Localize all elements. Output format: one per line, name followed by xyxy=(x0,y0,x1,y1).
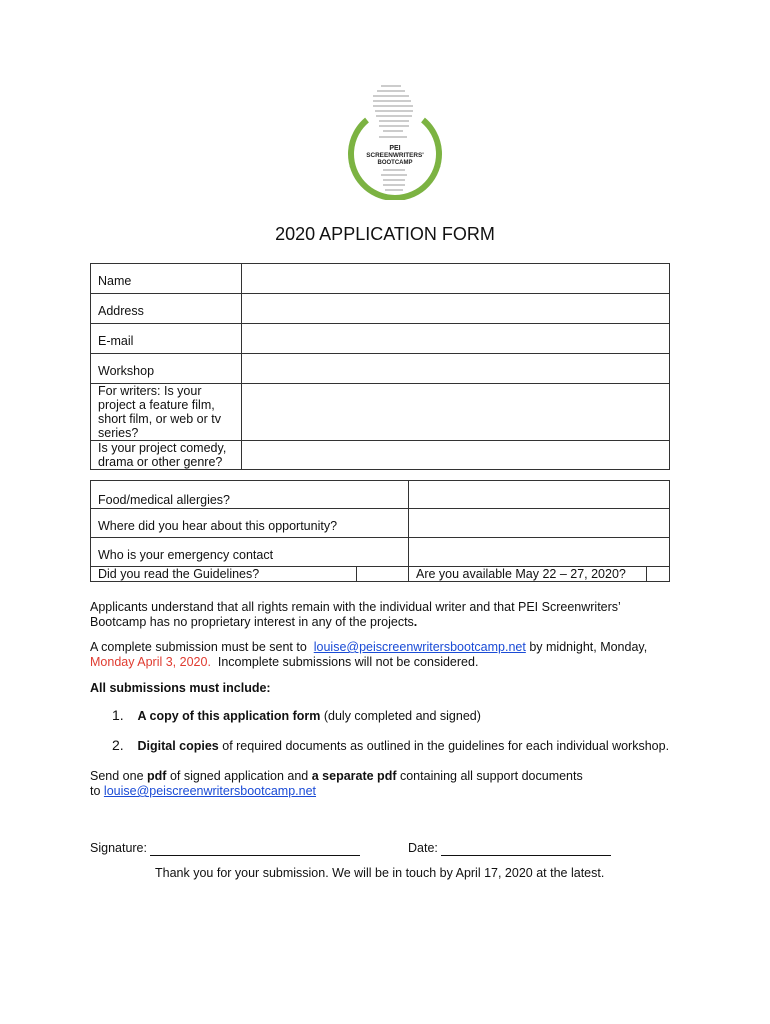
item-bold-text: Digital copies xyxy=(137,739,219,753)
address-label: Address xyxy=(91,294,242,324)
send-text-1: Send one xyxy=(90,769,144,783)
rights-line-2: Bootcamp has no proprietary interest in any of the projects xyxy=(90,615,414,629)
signature-line[interactable] xyxy=(150,843,360,856)
submission-incomplete-warning: Incomplete submissions will not be considered. xyxy=(217,655,479,669)
item-text: of required documents as outlined in the guidelines for each individual workshop. xyxy=(222,739,670,753)
email-label: E-mail xyxy=(91,324,242,354)
emergency-contact-field[interactable] xyxy=(409,538,670,567)
genre-label xyxy=(91,441,242,470)
svg-text:SCREENWRITERS': SCREENWRITERS' xyxy=(366,152,424,159)
additional-info-table xyxy=(90,480,670,582)
rights-line-1: Applicants understand that all rights remain with the individual writer and that PEI Screenwriters’ xyxy=(90,600,621,614)
thank-you-note: Thank you for your submission. We will be in touch by April 17, 2020 at the latest. xyxy=(155,866,605,880)
hear-about-label: Where did you hear about this opportunity? xyxy=(91,509,409,538)
guidelines-label: Did you read the Guidelines? xyxy=(91,567,357,582)
send-text-2: of signed application and xyxy=(169,769,309,783)
workshop-field[interactable] xyxy=(242,354,670,384)
allergies-label: Food/medical allergies? xyxy=(91,481,409,509)
item-number: 2. xyxy=(112,737,124,753)
workshop-type-label xyxy=(91,384,242,441)
bootcamp-logo-graphic xyxy=(343,80,447,200)
send-to: to xyxy=(90,784,101,798)
name-label: Name xyxy=(91,264,242,294)
svg-text:PEI: PEI xyxy=(389,145,401,152)
include-item-2 xyxy=(112,738,712,754)
workshop-format-question: For writers: Is your project a feature film, short film, or web or tv series? xyxy=(98,384,221,440)
email-field[interactable] xyxy=(242,324,670,354)
submission-prefix: A complete submission must be sent to xyxy=(90,640,307,654)
hear-about-field[interactable] xyxy=(409,509,670,538)
submission-suffix: by midnight, Monday, xyxy=(529,640,648,654)
send-bold-separate-pdf: a separate pdf xyxy=(311,769,397,783)
submission-notice xyxy=(90,640,690,670)
availability-label: Are you available May 22 – 27, 2020? xyxy=(409,567,647,582)
genre-question: Is your project comedy, drama or other genre? xyxy=(98,441,227,469)
send-instructions xyxy=(90,769,690,799)
svg-text:BOOTCAMP: BOOTCAMP xyxy=(377,160,413,166)
guidelines-answer[interactable] xyxy=(357,567,409,582)
include-item-1 xyxy=(112,708,712,724)
send-bold-pdf: pdf xyxy=(147,769,167,783)
send-text-3: containing all support documents xyxy=(399,769,583,783)
emergency-contact-label: Who is your emergency contact xyxy=(91,538,409,567)
rights-notice xyxy=(90,600,690,630)
submission-email-link[interactable]: louise@peiscreenwritersbootcamp.net xyxy=(313,640,526,654)
allergies-field[interactable] xyxy=(409,481,670,509)
submission-deadline: Monday April 3, 2020. xyxy=(90,655,211,669)
page-title: 2020 APPLICATION FORM xyxy=(275,224,495,244)
date-label: Date: xyxy=(408,841,438,855)
include-heading: All submissions must include: xyxy=(90,681,271,695)
bootcamp-logo xyxy=(343,80,447,200)
rights-period: . xyxy=(413,615,418,629)
address-field[interactable] xyxy=(242,294,670,324)
item-text: (duly completed and signed) xyxy=(323,709,481,723)
item-bold-text: A copy of this application form xyxy=(137,709,321,723)
send-email-link[interactable]: louise@peiscreenwritersbootcamp.net xyxy=(103,784,317,798)
genre-field[interactable] xyxy=(242,441,670,470)
name-field[interactable] xyxy=(242,264,670,294)
date-line[interactable] xyxy=(441,843,611,856)
workshop-type-field[interactable] xyxy=(242,384,670,441)
item-number: 1. xyxy=(112,707,124,723)
applicant-info-table xyxy=(90,263,670,470)
workshop-label: Workshop xyxy=(91,354,242,384)
signature-row xyxy=(90,841,360,856)
signature-label: Signature: xyxy=(90,841,147,855)
availability-answer[interactable] xyxy=(647,567,670,582)
date-row xyxy=(408,841,611,856)
